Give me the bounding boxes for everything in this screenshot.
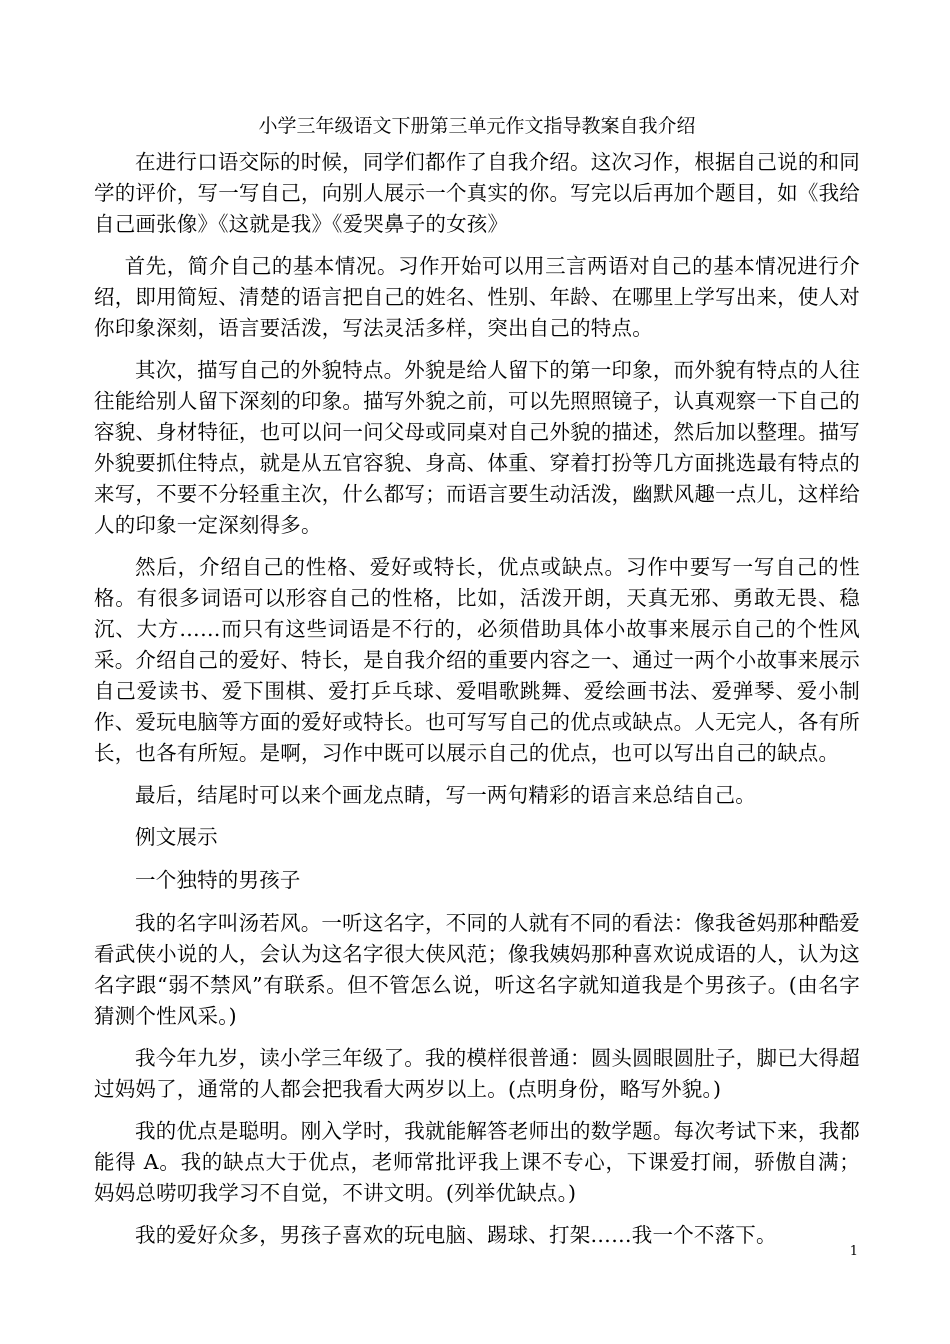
example-essay-title: 一个独特的男孩子 [135,868,301,892]
example-paragraph-appearance: 我今年九岁，读小学三年级了。我的模样很普通：圆头圆眼圆肚子，脚已大得超过妈妈了，通常的人都会把我看大两岁以上。(点明身份，略写外貌。) [94,1046,860,1101]
example-paragraph-hobbies: 我的爱好众多，男孩子喜欢的玩电脑、踢球、打架……我一个不落下。 [135,1223,777,1247]
paragraph-second-step: 其次，描写自己的外貌特点。外貌是给人留下的第一印象，而外貌有特点的人往往能给别人留下深刻的印象。描写外貌之前，可以先照照镜子，认真观察一下自己的容貌、身材特征，也可以问一问父母或同桌对自己外貌的描述，然后加以整理。描写外貌要抓住特点，就是从五官容貌、身高、体重、穿着打扮等几方面挑选最有特点的来写，不要不分轻重主次，什么都写；而语言要生动活泼，幽默风趣一点儿，这样给人的印象一定深刻得多。 [94,358,860,537]
example-paragraph-merits: 我的优点是聪明。刚入学时，我就能解答老师出的数学题。每次考试下来，我都能得 A。我的缺点大于优点，老师常批评我上课不专心，下课爱打闹，骄傲自满；妈妈总唠叨我学习不自觉，不讲文明。(列举优缺点。) [94,1119,860,1205]
page-number: 1 [849,1244,858,1259]
paragraph-first-step: 首先，简介自己的基本情况。习作开始可以用三言两语对自己的基本情况进行介绍，即用简短、清楚的语言把自己的姓名、性别、年龄、在哪里上学写出来，使人对你印象深刻，语言要活泼，写法灵活多样，突出自己的特点。 [94,254,860,340]
paragraph-intro: 在进行口语交际的时候，同学们都作了自我介绍。这次习作，根据自己说的和同学的评价，写一写自己，向别人展示一个真实的你。写完以后再加个题目，如《我给自己画张像》《这就是我》《爱哭鼻子的女孩》 [94,150,860,236]
example-paragraph-name: 我的名字叫汤若风。一听这名字，不同的人就有不同的看法：像我爸妈那种酷爱看武侠小说的人，会认为这名字很大侠风范；像我姨妈那种喜欢说成语的人，认为这名字跟“弱不禁风”有联系。但不管怎么说，听这名字就知道我是个男孩子。(由名字猜测个性风采。) [94,911,860,1028]
section-heading-example: 例文展示 [135,825,218,849]
document-body [94,111,860,1262]
paragraph-third-step: 然后，介绍自己的性格、爱好或特长，优点或缺点。习作中要写一写自己的性格。有很多词语可以形容自己的性格，比如，活泼开朗，天真无邪、勇敢无畏、稳沉、大方……而只有这些词语是不行的，必须借助具体小故事来展示自己的个性风采。介绍自己的爱好、特长，是自我介绍的重要内容之一、通过一两个小故事来展示自己爱读书、爱下围棋、爱打乒乓球、爱唱歌跳舞、爱绘画书法、爱弹琴、爱小制作、爱玩电脑等方面的爱好或特长。也可写写自己的优点或缺点。人无完人，各有所长，也各有所短。是啊，习作中既可以展示自己的优点，也可以写出自己的缺点。 [94,555,860,765]
paragraph-final-step: 最后，结尾时可以来个画龙点睛，写一两句精彩的语言来总结自己。 [135,783,756,807]
document-title: 小学三年级语文下册第三单元作文指导教案自我介绍 [258,115,696,137]
